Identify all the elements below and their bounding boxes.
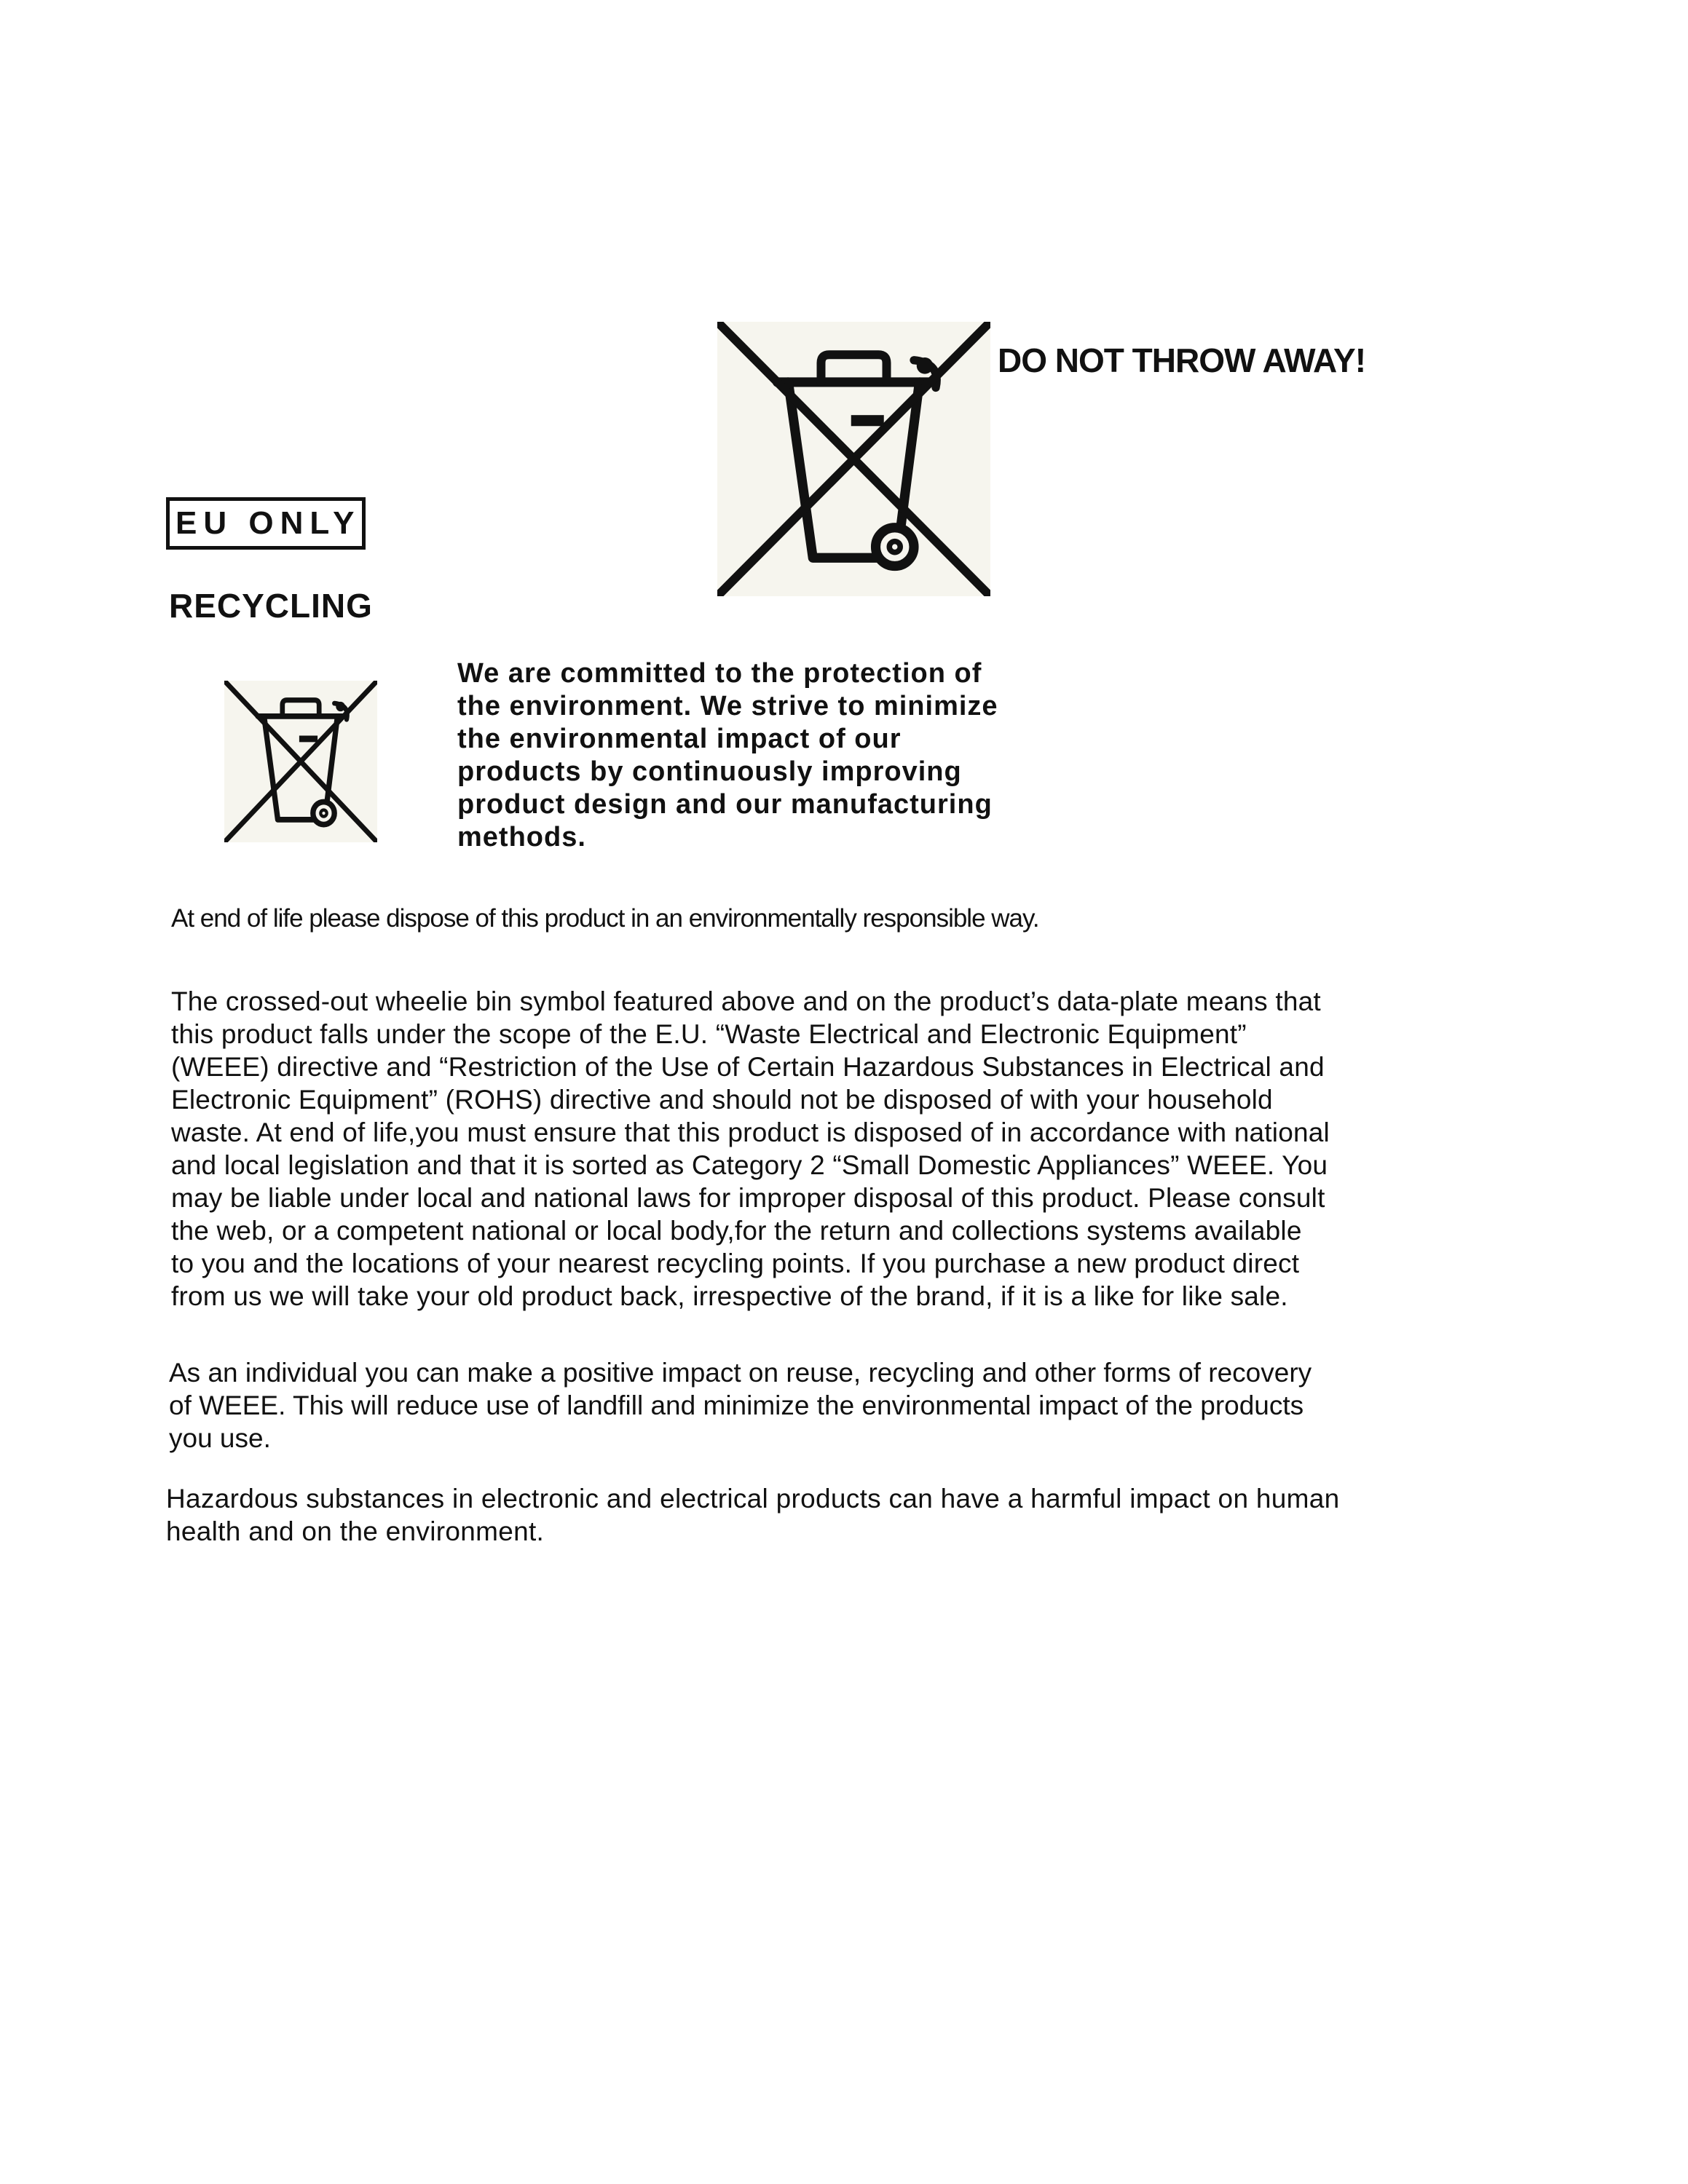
eu-only-badge: EU ONLY xyxy=(166,497,366,550)
individual-impact-paragraph: As an individual you can make a positive impact on reuse, recycling and other forms of recovery of WEEE. This will reduce use of landfill and minimize the environmental impact of the products you use. xyxy=(169,1358,1312,1453)
environment-commitment-text: We are committed to the protection of the environment. We strive to minimize the environmental impact of our products by continuously improving product design and our manufacturing methods. xyxy=(457,658,998,852)
do-not-throw-away-heading: DO NOT THROW AWAY! xyxy=(998,341,1366,379)
hazardous-substances-paragraph: Hazardous substances in electronic and electrical products can have a harmful impact on human health and on the environment. xyxy=(166,1484,1340,1546)
end-of-life-statement: At end of life please dispose of this product in an environmentally responsible way. xyxy=(171,904,1039,933)
weee-bin-small-icon xyxy=(224,681,377,842)
weee-directive-paragraph: The crossed-out wheelie bin symbol featured above and on the product’s data-plate means that this product falls under the scope of the E.U. “Waste Electrical and Electronic Equipment” (WEEE) directive and “Restriction of the Use of Certain Hazardous Substances in Electrical and Electronic Equipment” (ROHS) directive and should not be disposed of with your household waste. At end of life,you must ensure that this product is disposed of in accordance with national and local legislation and that it is sorted as Category 2 “Small Domestic Appliances” WEEE. You may be liable under local and national laws for improper disposal of this product. Please consult the web, or a competent national or local body,for the return and collections systems available to you and the locations of your nearest recycling points. If you purchase a new product direct from us we will take your old product back, irrespective of the brand, if it is a like for like sale. xyxy=(171,986,1330,1311)
weee-bin-large-icon xyxy=(717,322,990,596)
recycling-heading: RECYCLING xyxy=(169,587,373,625)
